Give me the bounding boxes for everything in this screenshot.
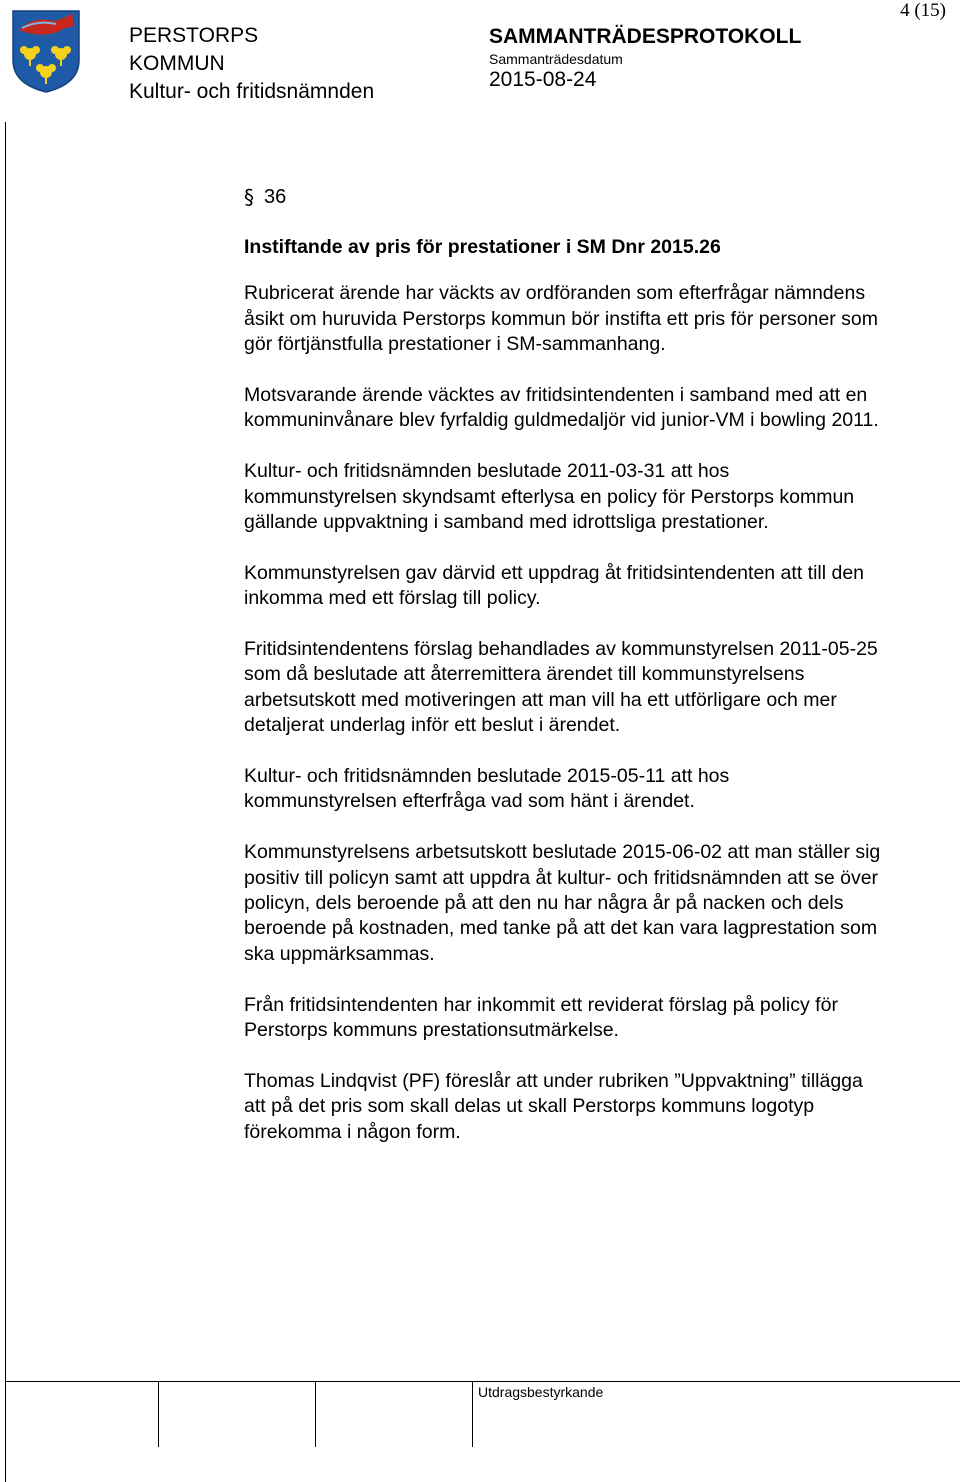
footer-rule	[5, 1381, 960, 1382]
paragraph-2: Motsvarande ärende väcktes av fritidsintendenten i samband med att en kommuninvånare blev fyrfaldig guldmedaljör vid junior-VM i bowling 2011.	[244, 384, 879, 432]
signature-box-divider	[158, 1381, 159, 1447]
meeting-date: 2015-08-24	[489, 68, 597, 91]
paragraph-5: Fritidsintendentens förslag behandlades av kommunstyrelsen 2011-05-25 som då beslutade att återremittera ärendet till kommunstyrelsens arbetsutskott med motiveringen att man vill ha ett utförligare och mer detaljerat underlag inför ett beslut i ärendet.	[244, 638, 878, 737]
section-number-value: 36	[264, 186, 287, 209]
document-title: SAMMANTRÄDESPROTOKOLL	[489, 25, 802, 48]
paragraph-8: Från fritidsintendenten har inkommit ett reviderat förslag på policy för Perstorps kommuns prestationsutmärkelse.	[244, 993, 838, 1042]
signature-box-divider	[315, 1381, 316, 1447]
paragraph-4: Kommunstyrelsen gav därvid ett uppdrag åt fritidsintendenten att till den inkomma med ett förslag till policy.	[244, 561, 865, 610]
paragraph-3: Kultur- och fritidsnämnden beslutade 2011-03-31 att hos kommunstyrelsen skyndsamt efterlysa en policy för Perstorps kommun gällande uppvaktning i samband med idrottsliga prestationer.	[244, 460, 855, 534]
org-line-2: KOMMUN	[129, 52, 225, 75]
item-heading: Instiftande av pris för prestationer i SM Dnr 2015.26	[244, 236, 721, 258]
org-line-1: PERSTORPS	[129, 24, 259, 47]
left-margin-rule	[5, 122, 6, 1482]
section-symbol: §	[244, 185, 254, 210]
minutes-body	[244, 180, 884, 1170]
section-number	[244, 180, 884, 216]
paragraph-6: Kultur- och fritidsnämnden beslutade 2015-05-11 att hos kommunstyrelsen efterfråga vad som hänt i ärendet.	[244, 765, 730, 813]
meeting-date-label: Sammanträdesdatum	[489, 51, 623, 67]
signature-box-divider	[472, 1381, 473, 1447]
organization-name	[129, 22, 374, 106]
org-line-3: Kultur- och fritidsnämnden	[129, 80, 375, 103]
paragraph-1: Rubricerat ärende har väckts av ordföranden som efterfrågar nämndens åsikt om huruvida Perstorps kommun bör instifta ett pris för personer som gör förtjänstfulla prestationer i SM-sammanhang.	[244, 282, 878, 356]
paragraph-7: Kommunstyrelsens arbetsutskott beslutade 2015-06-02 att man ställer sig positiv till policyn samt att uppdra åt kultur- och fritidsnämnden att se över policyn, dels beroende på att den nu har några år på nacken och dels beroende på kostnaden, med tanke på att det kan vara lagprestation som ska uppmärksammas.	[244, 841, 881, 965]
certification-label: Utdragsbestyrkande	[478, 1384, 604, 1400]
paragraph-9: Thomas Lindqvist (PF) föreslår att under rubriken ”Uppvaktning” tillägga att på det pris som skall delas ut skall Perstorps kommuns logotyp förekomma i någon form.	[244, 1069, 863, 1143]
page-number: 4 (15)	[900, 0, 946, 21]
coat-of-arms-icon	[10, 8, 82, 94]
